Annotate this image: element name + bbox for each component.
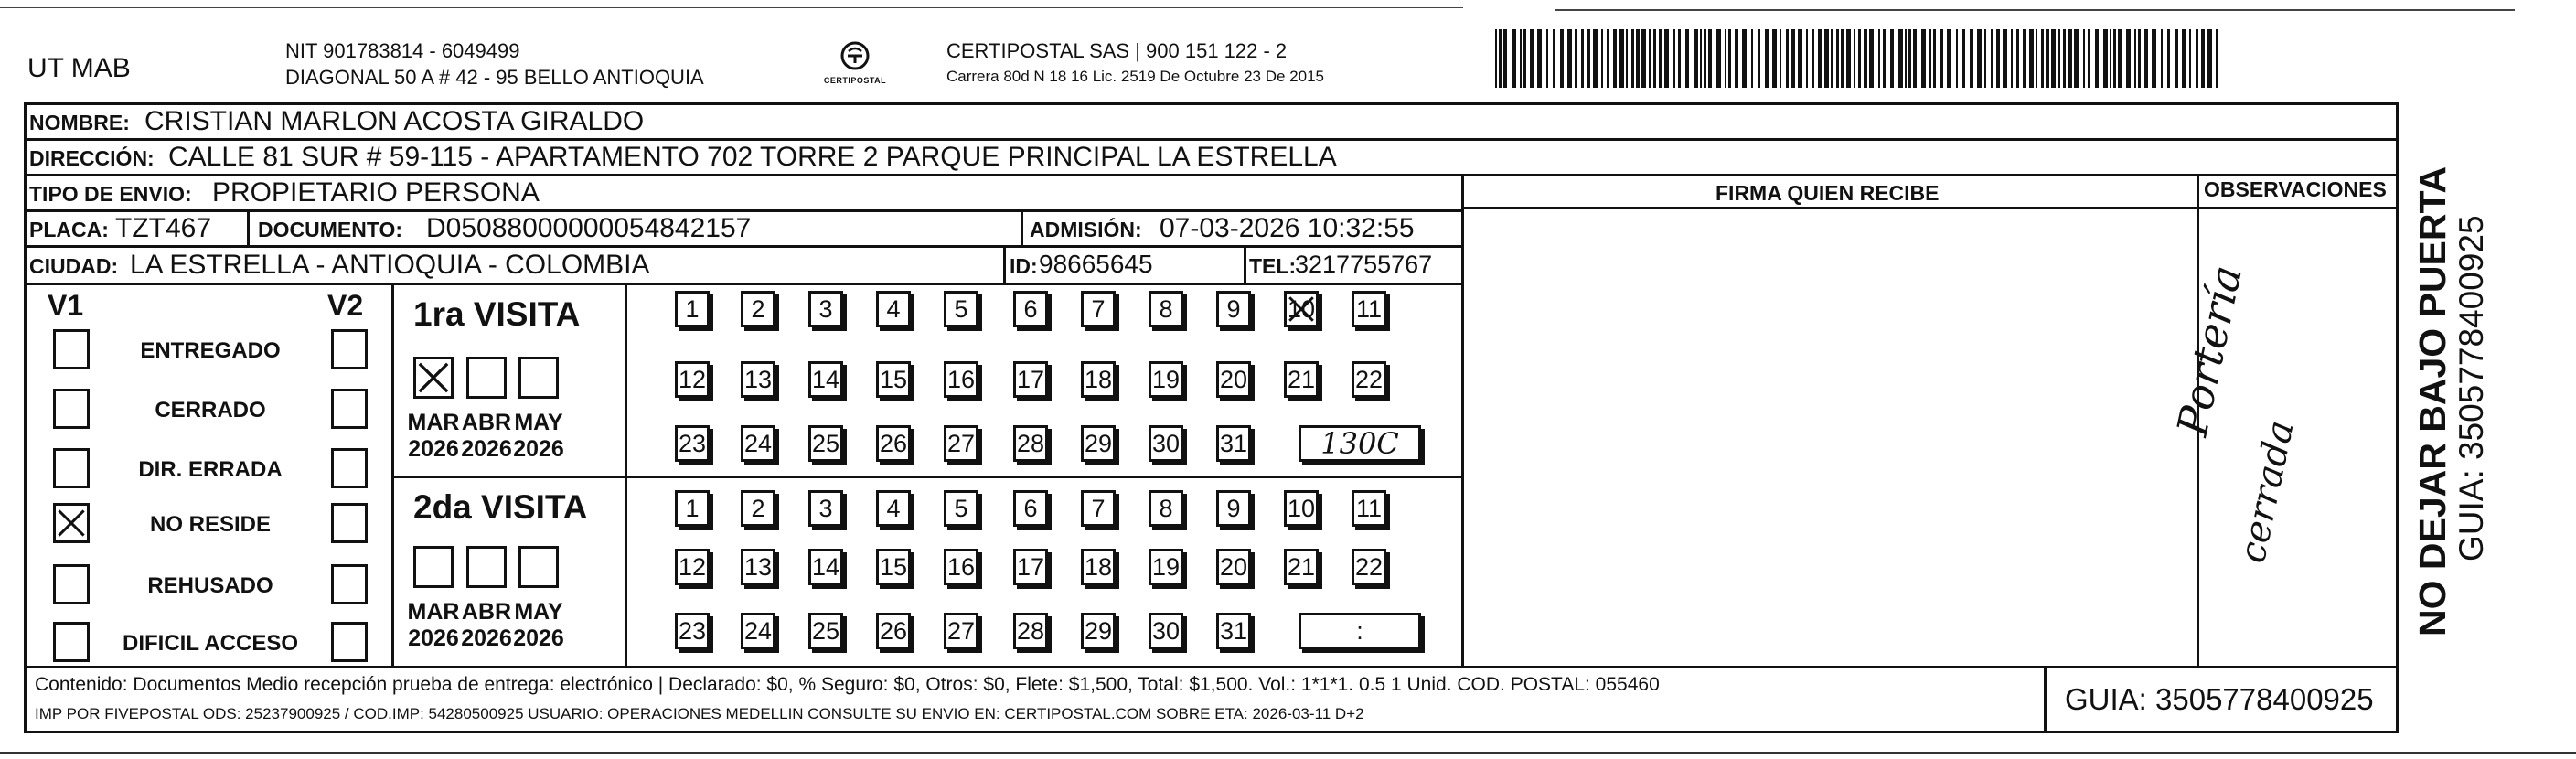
first-visit-day-box[interactable]: 3 [808,291,843,327]
side-header-underline [1461,207,2399,209]
barcode-bar [1499,29,1502,88]
barcode-bar [1798,29,1802,88]
barcode-bar [2144,29,2148,88]
first-visit-day-box[interactable]: 24 [741,425,775,462]
barcode-bar [1883,29,1886,88]
barcode-bar [1818,29,1822,88]
barcode-bar [1812,29,1814,88]
second-visit-day-box[interactable]: 27 [944,613,978,649]
status-option-label: CERRADO [155,398,266,422]
row-line-direccion [24,174,2399,176]
barcode-bar [2113,29,2116,88]
second-visit-day-box[interactable]: 16 [944,549,978,585]
first-visit-day-box[interactable]: 8 [1149,291,1183,327]
barcode-bar [1601,29,1603,88]
barcode-bar [1575,29,1577,88]
barcode-bar [1947,29,1951,88]
first-visit-month-checkbox[interactable] [466,357,507,399]
first-visit-day-box[interactable]: 15 [876,361,911,398]
visit-separator [391,476,1461,478]
barcode-bar [1913,29,1917,88]
barcode [1495,29,2227,88]
barcode-bar [1685,29,1689,88]
documento-label: DOCUMENTO: [258,218,403,241]
side-warning: NO DEJAR BAJO PUERTA [2411,166,2453,636]
carrier-line-2: Carrera 80d N 18 16 Lic. 2519 De Octubre 23 De 2015 [946,68,1324,85]
top-scan-line [0,7,1463,8]
second-visit-day-box[interactable]: 31 [1216,613,1251,649]
barcode-bar [2103,29,2108,88]
first-visit-day-box[interactable]: 7 [1081,291,1116,327]
barcode-bar [2201,29,2205,88]
v1-checkbox[interactable] [53,329,90,369]
col-line-firma [1461,174,1464,666]
barcode-bar [1626,29,1628,88]
col-line-tel [1244,245,1246,283]
second-visit-day-box[interactable]: 14 [808,549,843,585]
barcode-bar [1581,29,1584,88]
barcode-bar [1772,29,1777,88]
col-line-visits [625,283,627,666]
barcode-bar [1619,29,1624,88]
ciudad-value: LA ESTRELLA - ANTIOQUIA - COLOMBIA [130,250,650,280]
first-visit-day-box[interactable]: 25 [808,425,843,462]
col-line-status [391,283,394,666]
first-visit-day-box[interactable]: 6 [1013,291,1048,327]
first-visit-day-box[interactable]: 14 [808,361,843,398]
barcode-bar [1530,29,1534,88]
bottom-scan-line [0,752,2576,754]
second-visit-day-box[interactable]: 29 [1081,613,1116,649]
second-visit-month-checkbox[interactable] [413,546,454,588]
first-visit-day-box[interactable]: 12 [675,361,710,398]
barcode-bar [1991,29,1993,88]
x-mark-icon [56,506,87,540]
first-visit-day-box[interactable]: 16 [944,361,978,398]
v1-checkbox[interactable] [53,448,90,488]
v1-checkbox[interactable] [53,389,90,429]
month-label: MAR 2026 [407,410,460,462]
barcode-bar [2051,29,2056,88]
month-label: MAR 2026 [407,599,460,651]
barcode-bar [1878,29,1880,88]
barcode-bar [1537,29,1542,88]
second-visit-day-box[interactable]: 2 [741,490,775,527]
month-label: MAY 2026 [513,410,564,462]
v1-checkbox[interactable] [53,622,90,662]
status-option-label: DIR. ERRADA [138,457,283,482]
v2-checkbox[interactable] [331,448,368,488]
col-line-admision [1021,209,1023,246]
second-visit-month-checkbox[interactable] [518,546,559,588]
barcode-bar [1996,29,2000,88]
barcode-bar [1869,29,1874,88]
barcode-bar [1898,29,1903,88]
barcode-bar [1858,29,1861,88]
first-visit-day-box[interactable]: 23 [675,425,710,462]
id-value: 98665645 [1039,250,1153,278]
barcode-bar [1836,29,1839,88]
first-visit-day-box[interactable]: 27 [944,425,978,462]
v2-checkbox[interactable] [331,329,368,369]
direccion-label: DIRECCIÓN: [29,146,155,170]
barcode-bar [1824,29,1829,88]
second-visit-day-box[interactable]: 21 [1284,549,1319,585]
barcode-bar [1791,29,1795,88]
first-visit-day-box[interactable]: 30 [1149,425,1183,462]
v2-checkbox[interactable] [331,564,368,604]
barcode-bar [1786,29,1789,88]
first-visit-day-box[interactable]: 31 [1216,425,1251,462]
barcode-bar [1512,29,1516,88]
barcode-bar [2134,29,2136,88]
company-name: UT MAB [27,53,131,83]
v2-checkbox[interactable] [331,389,368,429]
tel-value: 3217755767 [1295,251,1433,278]
barcode-bar [1659,29,1662,88]
placa-value: TZT467 [115,213,212,243]
barcode-bar [2216,29,2218,88]
first-visit-day-box[interactable]: 29 [1081,425,1116,462]
barcode-bar [2126,29,2131,88]
row-line-ciudad [24,283,1461,285]
first-visit-day-box[interactable]: 19 [1149,361,1183,398]
barcode-bar [1673,29,1675,88]
barcode-bar [2196,29,2198,88]
barcode-bar [2063,29,2066,88]
barcode-bar [1735,29,1738,88]
barcode-bar [1664,29,1669,88]
barcode-bar [1890,29,1894,88]
certipostal-logo [814,40,896,91]
certipostal-logo-icon [837,40,873,71]
barcode-bar [2016,29,2019,88]
barcode-bar [1940,29,1943,88]
barcode-bar [1641,29,1646,88]
documento-value: D05088000000054842157 [426,213,752,243]
second-visit-day-box[interactable]: 11 [1352,490,1386,527]
barcode-bar [1854,29,1855,88]
second-visit-day-box[interactable]: 1 [675,490,710,527]
observaciones-note-2: cerrada [2231,416,2303,567]
second-visit-day-box[interactable]: 9 [1216,490,1251,527]
first-visit-day-box[interactable]: 20 [1216,361,1251,398]
barcode-bar [1631,29,1634,88]
first-visit-day-box[interactable]: 9 [1216,291,1251,327]
second-visit-day-box[interactable]: 12 [675,549,710,585]
barcode-bar [2095,29,2099,88]
v1-label: V1 [48,289,84,322]
barcode-bar [1970,29,1973,88]
second-visit-day-box[interactable]: 19 [1149,549,1183,585]
month-label: MAY 2026 [513,599,564,651]
barcode-bar [2046,29,2049,88]
barcode-bar [2189,29,2191,88]
certipostal-logo-text: CERTIPOSTAL [823,76,887,85]
barcode-bar [1520,29,1522,88]
first-visit-day-box[interactable]: 22 [1352,361,1386,398]
barcode-bar [1956,29,1958,88]
admision-value: 07-03-2026 10:32:55 [1160,213,1415,243]
second-visit-day-box[interactable]: 15 [876,549,911,585]
admision-label: ADMISIÓN: [1030,218,1142,241]
footer-print-line: IMP POR FIVEPOSTAL ODS: 25237900925 / COD.IMP: 54280500925 USUARIO: OPERACIONES MEDELLIN CONSULTE SU ENVIO EN: CERTIPOSTAL.COM SOBRE ETA: 2026-03-11 D+2 [35,705,1364,722]
first-visit-day-box[interactable]: 11 [1352,291,1386,327]
barcode-bar [1841,29,1844,88]
col-line-id [1003,245,1006,283]
barcode-bar [2138,29,2141,88]
second-visit-day-box[interactable]: 20 [1216,549,1251,585]
barcode-bar [1587,29,1590,88]
v2-label: V2 [327,289,364,322]
first-visit-day-box[interactable]: 28 [1013,425,1048,462]
first-visit-day-box[interactable]: 21 [1284,361,1319,398]
ciudad-label: CIUDAD: [29,254,119,278]
second-visit-day-box[interactable]: 18 [1081,549,1116,585]
first-visit-month-checkbox[interactable] [518,357,559,399]
second-visit-day-box[interactable]: 24 [741,613,775,649]
col-line-footer-guia [2044,666,2047,733]
first-visit-day-box[interactable]: 1 [675,291,710,327]
barcode-bar [1725,29,1726,88]
barcode-bar [1567,29,1572,88]
barcode-bar [1708,29,1712,88]
barcode-bar [2003,29,2007,88]
placa-label: PLACA: [29,218,109,241]
row-line-tipo [24,209,1461,212]
barcode-bar [1751,29,1753,88]
barcode-bar [1765,29,1769,88]
first-visit-day-box[interactable]: 10 [1284,291,1319,327]
barcode-bar [1962,29,1965,88]
first-visit-time-box[interactable]: 130C [1299,425,1421,462]
barcode-bar [1613,29,1617,88]
barcode-bar [2207,29,2212,88]
barcode-bar [2167,29,2170,88]
barcode-bar [1977,29,1982,88]
company-nit: NIT 901783814 - 6049499 [285,39,520,62]
barcode-bar [2110,29,2111,88]
second-visit-day-box[interactable]: 6 [1013,490,1048,527]
footer-content-line: Contenido: Documentos Medio recepción prueba de entrega: electrónico | Declarado: $0, % Seguro: $0, Otros: $0, Flete: $1,500, Total: $1,500. Vol.: 1*1*1. 0.5 1 Unid. COD. POSTAL: 055460 [35,674,1660,695]
barcode-bar [1864,29,1867,88]
col-line-placa [247,209,250,246]
barcode-bar [1560,29,1564,88]
top-scan-line-2 [1555,9,2515,11]
barcode-bar [2161,29,2163,88]
tel-label: TEL: [1249,254,1297,278]
second-visit-day-box[interactable]: 23 [675,613,710,649]
barcode-bar [1728,29,1731,88]
barcode-bar [1653,29,1656,88]
barcode-bar [1806,29,1808,88]
barcode-bar [2041,29,2044,88]
row-line-footer [24,666,2399,668]
first-visit-month-checkbox[interactable] [413,357,454,399]
status-option-label: DIFICIL ACCESO [122,631,298,656]
second-visit-day-box[interactable]: 28 [1013,613,1048,649]
barcode-bar [2074,29,2079,88]
second-visit-day-box[interactable]: 8 [1149,490,1183,527]
firma-header: FIRMA QUIEN RECIBE [1716,181,1940,205]
barcode-bar [1649,29,1651,88]
first-visit-day-box[interactable]: 17 [1013,361,1048,398]
status-option-label: REHUSADO [147,573,273,598]
v1-checkbox[interactable] [53,564,90,604]
month-label: ABR 2026 [461,599,512,651]
observaciones-note-1: Portería [2167,261,2252,441]
nombre-value: CRISTIAN MARLON ACOSTA GIRALDO [144,106,645,136]
second-visit-day-box[interactable]: 30 [1149,613,1183,649]
first-visit-day-box[interactable]: 2 [741,291,775,327]
barcode-bar [1933,29,1936,88]
barcode-bar [1908,29,1911,88]
barcode-bar [1495,29,1497,88]
second-visit-day-box[interactable]: 22 [1352,549,1386,585]
tipo-envio-value: PROPIETARIO PERSONA [212,177,540,208]
barcode-bar [1846,29,1851,88]
barcode-bar [1921,29,1926,88]
v1-checkbox[interactable] [53,503,90,543]
barcode-bar [1984,29,1986,88]
barcode-bar [1553,29,1555,88]
barcode-bar [1700,29,1702,88]
first-visit-day-box[interactable]: 5 [944,291,978,327]
side-guia: GUIA: 3505778400925 [2453,215,2490,561]
barcode-bar [2118,29,2122,88]
row-line-nombre [24,138,2399,141]
barcode-bar [1780,29,1781,88]
barcode-bar [1758,29,1760,88]
observaciones-header: OBSERVACIONES [2204,177,2387,201]
barcode-bar [1636,29,1640,88]
first-visit-day-box[interactable]: 4 [876,291,911,327]
first-visit-day-box[interactable]: 13 [741,361,775,398]
barcode-bar [1694,29,1698,88]
barcode-bar [2152,29,2156,88]
footer-guia: GUIA: 3505778400925 [2065,682,2374,716]
second-visit-day-box[interactable]: 26 [876,613,911,649]
first-visit-day-box[interactable]: 18 [1081,361,1116,398]
barcode-bar [1831,29,1833,88]
status-option-label: ENTREGADO [140,338,281,363]
barcode-bar [2011,29,2013,88]
barcode-bar [1704,29,1706,88]
company-address: DIAGONAL 50 A # 42 - 95 BELLO ANTIOQUIA [285,66,704,89]
x-mark-icon [416,359,451,396]
barcode-bar [1905,29,1907,88]
second-visit-day-box[interactable]: 3 [808,490,843,527]
second-visit-day-box[interactable]: 5 [944,490,978,527]
barcode-bar [1593,29,1598,88]
second-visit-day-box[interactable]: 13 [741,549,775,585]
month-label: ABR 2026 [461,410,512,462]
direccion-value: CALLE 81 SUR # 59-115 - APARTAMENTO 702 TORRE 2 PARQUE PRINCIPAL LA ESTRELLA [168,142,1337,172]
barcode-bar [2058,29,2060,88]
second-visit-day-box[interactable]: 25 [808,613,843,649]
first-visit-title: 1ra VISITA [413,295,581,333]
first-visit-day-box[interactable]: 26 [876,425,911,462]
barcode-bar [1523,29,1526,88]
x-mark-icon [1287,294,1316,325]
barcode-bar [2023,29,2026,88]
barcode-bar [2036,29,2037,88]
id-label: ID: [1010,254,1038,278]
barcode-bar [1546,29,1548,88]
second-visit-title: 2da VISITA [413,488,588,526]
second-visit-time-box[interactable]: : [1299,613,1421,649]
tipo-envio-label: TIPO DE ENVIO: [29,182,192,206]
barcode-bar [2088,29,2090,88]
barcode-bar [1929,29,1931,88]
barcode-bar [1716,29,1721,88]
barcode-bar [1678,29,1681,88]
barcode-bar [2029,29,2034,88]
second-visit-day-box[interactable]: 10 [1284,490,1319,527]
barcode-bar [1742,29,1747,88]
v2-checkbox[interactable] [331,503,368,543]
carrier-line-1: CERTIPOSTAL SAS | 900 151 122 - 2 [946,39,1288,62]
barcode-bar [1607,29,1609,88]
second-visit-day-box[interactable]: 7 [1081,490,1116,527]
v2-checkbox[interactable] [331,622,368,662]
barcode-bar [2175,29,2178,88]
second-visit-day-box[interactable]: 4 [876,490,911,527]
barcode-bar [1503,29,1507,88]
second-visit-month-checkbox[interactable] [466,546,507,588]
second-visit-day-box[interactable]: 17 [1013,549,1048,585]
status-option-label: NO RESIDE [149,512,272,537]
barcode-bar [2182,29,2186,88]
barcode-bar [2068,29,2072,88]
nombre-label: NOMBRE: [29,111,130,134]
barcode-bar [2083,29,2085,88]
